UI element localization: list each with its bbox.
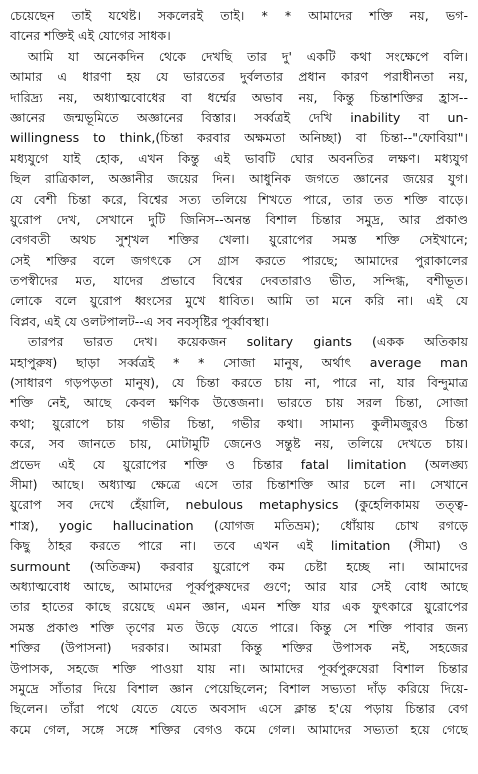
text-line: জ্ঞানের জন্মভূমিতে অজ্ঞানের বিস্তার। সর্ব্বত্রই দেখি inability বা un- xyxy=(10,109,468,125)
text-line: সেই শক্তির বলে জগৎকে সে গ্রাস করতে পারছে; আমাদের পুরাকালের xyxy=(10,252,468,268)
paragraph-2 xyxy=(10,47,468,332)
text-line: য়ুরোপ দেখ, সেখানে দুটি জিনিস--অনন্ত বিশাল চিন্তার সমুদ্র, আর প্রকাণ্ড xyxy=(10,211,468,227)
text-line: শক্তির (উপাসনা) দরকার। আমরা কিন্তু শক্তির উপাসক নই, সহজের xyxy=(10,640,468,656)
text-line: বেগবতী অথচ সুশৃখল শক্তির খেলা। য়ুরোপের সমস্ত শক্তি সেইখানে; xyxy=(10,232,468,248)
text-line: সমুদ্রে সাঁতার দিয়ে বিশাল জ্ঞান পেয়েছিলেন; বিশাল সভ্যতা দাঁড় করিয়ে দিয়ে- xyxy=(10,680,468,696)
text-line: surmount (অতিক্রম) করবার য়ুরোপে কম চেষ্টা হচ্ছে না। আমাদের xyxy=(10,558,468,574)
text-line: শাস্ত্র), yogic hallucination (যোগজ মতিভ্রম); ধোঁয়ায় চোখ রগড়ে xyxy=(10,517,468,533)
text-line: আমার এ ধারণা হয় যে ভারতের দুর্বলতার প্রধান কারণ পরাধীনতা নয়, xyxy=(10,69,468,85)
text-line: লোকে বলে য়ুরোপ ধ্বংসের মুখে ধাবিত। আমি তা মনে করি না। এই যে xyxy=(10,293,468,309)
text-line: মধ্যযুগে যাই হোক, এখন কিন্তু এই ভাবটি ঘোর অবনতির লক্ষণ। মধ্যযুগ xyxy=(10,150,468,166)
text-line: কিছু ঠাহর করতে পারে না। তবে এখন এই limitation (সীমা) ও xyxy=(10,538,468,554)
text-line: (সাধারণ গড়পড়তা মানুষ), যে চিন্তা করতে চায় না, পারে না, যার বিন্দুমাত্র xyxy=(10,375,468,391)
text-line: কমে গেল, সঙ্গে সঙ্গে শক্তির বেগও কমে গেল। আমাদের সভ্যতা হয়ে গেছে xyxy=(10,721,468,737)
text-line: willingness to think,(চিন্তা করবার অক্ষমতা অনিচ্ছা) বা চিন্তা--"ফোবিয়া"। xyxy=(10,130,468,146)
text-line: দারিদ্র্য নয়, অধ্যাত্মবোধের বা ধর্ম্মের অভাব নয়, কিন্তু চিন্তাশক্তির হ্রাস-- xyxy=(10,89,468,105)
text-line: শক্তি নেই, আছে কেবল ক্ষণিক উত্তেজনা। ভারতে চায় সরল চিন্তা, সোজা xyxy=(10,395,468,411)
text-line: অধ্যাত্মবোধ আছে, আমাদের পূর্ব্বপুরুষদের গুণে; আর যার সেই বোধ আছে xyxy=(10,578,468,594)
text-line: চেয়েছেন তাই যথেষ্ট। সকলেরই তাই। * * আমাদের শক্তি নয়, ভগ- xyxy=(10,8,468,23)
text-line: আমি যা অনেকদিন থেকে দেখছি তার দু' একটি কথা সংক্ষেপে বলি। xyxy=(28,48,468,64)
paragraph-1 xyxy=(10,6,468,47)
text-line: সমস্ত প্রকাণ্ড শক্তি তৃণের মত উড়ে যেতে পারে। কিন্তু সে শক্তি পাবার জন্য xyxy=(10,619,468,635)
text-line: ছিলেন। তাঁরা পথে যেতে যেতে অবসাদ এসে ক্লান্ত হ'য়ে পড়ায় চিন্তার বেগ xyxy=(10,701,468,717)
text-line: বানের শক্তিই এই যোগের সাধক। xyxy=(10,28,171,44)
text-line: কথা; য়ুরোপে চায় গভীর চিন্তা, গভীর কথা। সামান্য কুলীমজুরও চিন্তা xyxy=(10,415,468,431)
text-line: তারপর ভারত দেখ। কয়েকজন solitary giants (একক অতিকায় xyxy=(28,334,468,350)
text-line: করে, সব জানতে চায়, মোটামুটি জেনেও সন্তুষ্ট নয়, তলিয়ে দেখতে চায়। xyxy=(10,436,468,452)
paragraph-3 xyxy=(10,332,468,740)
text-line: ছিল রাত্রিকাল, অজ্ঞানীর জয়ের দিন। আধুনিক জগতে জ্ঞানের জয়ের যুগ। xyxy=(10,171,468,187)
text-line: যে বেশী চিন্তা করে, বিশ্বের সত্য তলিয়ে শিখতে পারে, তার তত শক্তি বাড়ে। xyxy=(10,191,468,207)
text-line: মহাপুরুষ) ছাড়া সর্ব্বত্রই * * সোজা মানুষ, অর্থাৎ average man xyxy=(10,354,468,370)
text-line: বিপ্লব, এই যে ওলটপালট--এ সব নবসৃষ্টির পূর্ব্বাবস্থা। xyxy=(10,313,270,329)
text-line: সীমা) আছে। অধ্যাত্ম ক্ষেত্রে এসে তার চিন্তাশক্তি আর চলে না। সেখানে xyxy=(10,476,468,492)
text-line: তার হাতের কাছে রয়েছে এমন জ্ঞান, এমন শক্তি যার এক ফুৎকারে য়ুরোপের xyxy=(10,599,468,615)
text-line: উপাসক, সহজে শক্তি পাওয়া যায় না। আমাদের পূর্ব্বপুরুষেরা বিশাল চিন্তার xyxy=(10,660,468,676)
text-line: য়ুরোপ সব দেখে হেঁয়ালি, nebulous metaphysics (কুহেলিকাময় তত্ত্ব- xyxy=(10,497,468,513)
text-line: তপস্বীদের মত, যাদের প্রভাবে বিশ্বের দেবতারাও ভীত, সন্দিগ্ধ, বশীভূত। xyxy=(10,273,468,289)
text-line: প্রভেদ এই যে য়ুরোপের শক্তি ও চিন্তার fatal limitation (অলঙ্ঘ্য xyxy=(10,456,468,472)
